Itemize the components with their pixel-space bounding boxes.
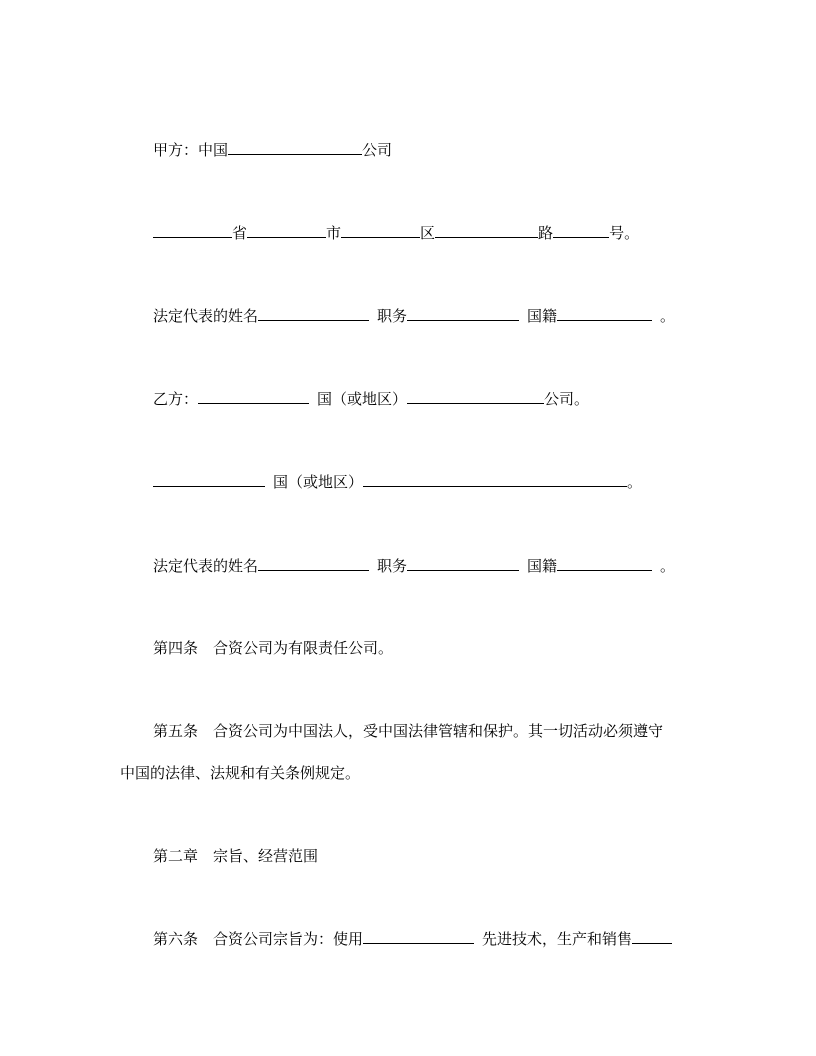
province-label: 省 <box>232 224 248 242</box>
rep-position-label: 职务 <box>377 307 408 325</box>
chapter-2-title: 宗旨、经营范围 <box>213 847 319 865</box>
party-b-country-blank <box>153 472 265 487</box>
party-a-address-line <box>153 223 639 243</box>
b-rep-name-blank <box>258 556 369 571</box>
party-a-line <box>153 140 392 160</box>
article-5-line-2 <box>120 763 360 783</box>
article-6-heading: 第六条 <box>153 930 199 948</box>
article-4-heading: 第四条 <box>153 639 199 657</box>
district-label: 区 <box>420 224 436 242</box>
technology-blank <box>363 929 474 944</box>
party-b-label: 乙方： <box>153 390 199 408</box>
party-a-label: 甲方：中国 <box>153 141 229 159</box>
article-6-text-a: 合资公司宗旨为：使用 <box>213 930 364 948</box>
party-b-company-suffix: 公司。 <box>544 390 590 408</box>
rep-position-blank <box>407 306 519 321</box>
rep-nationality-label: 国籍 <box>527 307 558 325</box>
b-rep-nationality-label: 国籍 <box>527 557 558 575</box>
article-4-text: 合资公司为有限责任公司。 <box>213 639 394 657</box>
article-6-text-b: 先进技术，生产和销售 <box>482 930 633 948</box>
party-b-line <box>153 389 589 409</box>
party-b-addr-end: 。 <box>627 473 643 491</box>
road-label: 路 <box>538 224 554 242</box>
article-5-text-line-2: 中国的法律、法规和有关条例规定。 <box>120 764 361 782</box>
b-rep-end: 。 <box>660 557 676 575</box>
article-5-heading: 第五条 <box>153 722 199 740</box>
road-blank <box>435 223 538 238</box>
article-5-text-line-1: 合资公司为中国法人，受中国法律管辖和保护。其一切活动必须遵守 <box>213 722 664 740</box>
party-b-name-blank <box>198 389 309 404</box>
b-rep-nationality-blank <box>557 556 652 571</box>
district-blank <box>341 223 420 238</box>
party-b-company-blank <box>407 389 544 404</box>
province-blank <box>153 223 232 238</box>
number-blank <box>553 223 609 238</box>
chapter-2-heading <box>153 846 318 866</box>
rep-name-blank <box>258 306 369 321</box>
chapter-2-number: 第二章 <box>153 847 199 865</box>
rep-nationality-blank <box>557 306 652 321</box>
party-b-address-line <box>153 472 642 492</box>
article-4 <box>153 638 393 658</box>
article-5-line-1 <box>153 721 663 741</box>
city-blank <box>247 223 326 238</box>
city-label: 市 <box>326 224 342 242</box>
party-b-rep-line <box>153 556 675 576</box>
rep-end: 。 <box>660 307 676 325</box>
rep-name-label: 法定代表的姓名 <box>153 307 259 325</box>
article-6 <box>153 929 672 949</box>
party-b-address-blank <box>363 472 627 487</box>
party-a-company-blank <box>228 140 362 155</box>
b-rep-name-label: 法定代表的姓名 <box>153 557 259 575</box>
product-blank <box>632 929 672 944</box>
party-b-addr-country-region: 国（或地区） <box>273 473 364 491</box>
number-label: 号。 <box>609 224 640 242</box>
party-a-company-suffix: 公司 <box>362 141 393 159</box>
party-a-rep-line <box>153 306 675 326</box>
party-b-country-region: 国（或地区） <box>317 390 408 408</box>
b-rep-position-blank <box>407 556 519 571</box>
b-rep-position-label: 职务 <box>377 557 408 575</box>
